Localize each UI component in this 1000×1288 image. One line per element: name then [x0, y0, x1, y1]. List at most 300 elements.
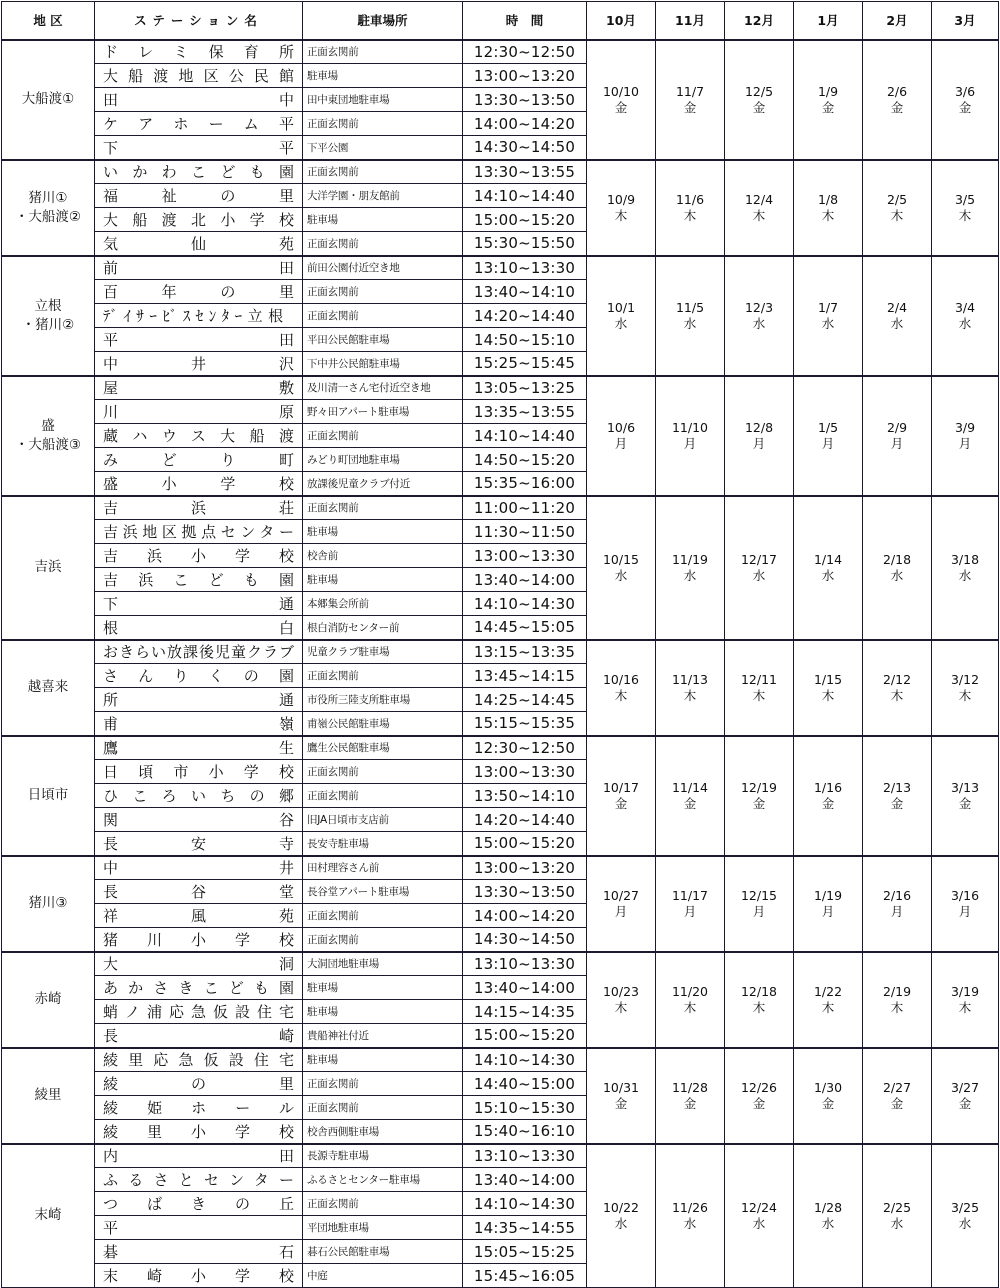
area-cell — [2, 640, 95, 736]
table-row — [2, 856, 999, 880]
station-cell — [95, 616, 303, 640]
date-value: 3/18 — [950, 551, 980, 567]
station-cell — [95, 736, 303, 760]
parking-cell: 正面玄関前 — [303, 424, 463, 448]
station-name: 綾 の 里 — [103, 1075, 294, 1093]
station-name: 蔵ハウス大船渡 — [103, 427, 294, 445]
time-cell: 14:45~15:05 — [463, 616, 587, 640]
time-cell: 14:00~14:20 — [463, 112, 587, 136]
weekday-value: 水 — [752, 567, 766, 583]
time-cell: 13:30~13:55 — [463, 160, 587, 184]
station-name: 中 井 沢 — [103, 354, 294, 373]
time-cell: 14:10~14:30 — [463, 1048, 587, 1072]
date-value: 11/17 — [671, 887, 709, 903]
station-name: おきらい放課後児童クラブ — [103, 643, 294, 662]
date-cell — [656, 376, 725, 496]
weekday-value: 木 — [752, 999, 766, 1015]
station-name: 下 通 — [103, 595, 294, 613]
table-row — [2, 1144, 999, 1168]
station-cell — [95, 784, 303, 808]
date-value: 11/7 — [675, 83, 705, 99]
station-name: 碁 石 — [103, 1243, 294, 1261]
station-cell — [95, 424, 303, 448]
station-cell — [95, 400, 303, 424]
station-cell — [95, 808, 303, 832]
date-cell — [794, 256, 863, 376]
weekday-value: 金 — [614, 1095, 628, 1111]
date-value: 11/19 — [671, 551, 709, 567]
date-cell — [863, 640, 932, 736]
date-cell — [587, 376, 656, 496]
date-value: 2/13 — [882, 779, 912, 795]
weekday-value: 金 — [890, 1095, 904, 1111]
area-cell — [2, 856, 95, 952]
date-value: 1/19 — [813, 887, 843, 903]
weekday-value: 水 — [614, 315, 628, 331]
weekday-value: 水 — [958, 315, 972, 331]
parking-cell: 正面玄関前 — [303, 496, 463, 520]
weekday-value: 金 — [614, 99, 628, 115]
weekday-value: 金 — [821, 795, 835, 811]
date-cell — [932, 952, 999, 1048]
parking-cell: 下平公園 — [303, 136, 463, 160]
weekday-value: 金 — [958, 99, 972, 115]
date-cell — [725, 40, 794, 160]
parking-cell: 正面玄関前 — [303, 1192, 463, 1216]
area-label: 吉浜 — [34, 559, 62, 575]
date-value: 12/4 — [744, 191, 774, 207]
station-name: 吉 浜 荘 — [103, 499, 294, 518]
date-value: 1/15 — [813, 671, 843, 687]
station-name: 関 谷 — [103, 811, 294, 829]
area-cell — [2, 952, 95, 1048]
station-cell — [95, 568, 303, 592]
station-cell — [95, 136, 303, 160]
time-cell: 15:40~16:10 — [463, 1120, 587, 1144]
parking-cell: 野々田アパート駐車場 — [303, 400, 463, 424]
date-cell — [656, 256, 725, 376]
station-cell — [95, 640, 303, 664]
station-name: 鷹 生 — [103, 739, 294, 758]
time-cell: 14:00~14:20 — [463, 904, 587, 928]
area-label: 越喜来 — [27, 679, 69, 695]
date-value: 1/5 — [817, 419, 839, 435]
table-row — [2, 256, 999, 280]
parking-cell: 大洋学園・朋友館前 — [303, 184, 463, 208]
date-value: 1/9 — [817, 83, 839, 99]
station-cell — [95, 760, 303, 784]
time-cell: 14:15~14:35 — [463, 1000, 587, 1024]
date-value: 12/24 — [740, 1199, 778, 1215]
parking-cell: 甫嶺公民館駐車場 — [303, 712, 463, 736]
weekday-value: 月 — [683, 435, 697, 451]
station-name: 下 平 — [103, 138, 294, 157]
weekday-value: 水 — [821, 315, 835, 331]
date-cell — [794, 160, 863, 256]
parking-cell: 長源寺駐車場 — [303, 1144, 463, 1168]
weekday-value: 月 — [890, 435, 904, 451]
weekday-value: 水 — [821, 1215, 835, 1231]
date-value: 10/9 — [606, 191, 636, 207]
date-value: 10/17 — [602, 779, 640, 795]
date-value: 10/16 — [602, 671, 640, 687]
date-cell — [932, 160, 999, 256]
area-cell — [2, 376, 95, 496]
parking-cell: 正面玄関前 — [303, 160, 463, 184]
station-cell — [95, 976, 303, 1000]
weekday-value: 月 — [890, 903, 904, 919]
date-cell — [656, 1144, 725, 1288]
date-cell — [587, 256, 656, 376]
date-value: 1/28 — [813, 1199, 843, 1215]
station-name: 内 田 — [103, 1147, 294, 1166]
weekday-value: 金 — [958, 1095, 972, 1111]
weekday-value: 月 — [958, 435, 972, 451]
date-value: 3/12 — [950, 671, 980, 687]
area-cell — [2, 496, 95, 640]
station-name: 猪川小学校 — [103, 930, 294, 949]
time-cell: 14:25~14:45 — [463, 688, 587, 712]
station-name: 長 崎 — [103, 1026, 294, 1045]
date-cell — [725, 640, 794, 736]
weekday-value: 水 — [890, 315, 904, 331]
weekday-value: 木 — [683, 687, 697, 703]
date-value: 10/27 — [602, 887, 640, 903]
station-name: 日頃市小学校 — [103, 763, 294, 781]
time-cell: 14:30~14:50 — [463, 928, 587, 952]
weekday-value: 木 — [890, 207, 904, 223]
date-cell — [725, 160, 794, 256]
date-value: 12/17 — [740, 551, 778, 567]
weekday-value: 水 — [683, 315, 697, 331]
parking-cell: 駐車場 — [303, 568, 463, 592]
header-month: 1月 — [794, 2, 863, 40]
time-cell: 11:30~11:50 — [463, 520, 587, 544]
parking-cell: 貴船神社付近 — [303, 1024, 463, 1048]
time-cell: 15:00~15:20 — [463, 208, 587, 232]
date-cell — [794, 40, 863, 160]
date-value: 1/30 — [813, 1079, 843, 1095]
weekday-value: 金 — [890, 795, 904, 811]
area-label: 日頃市 — [27, 787, 69, 803]
station-name: 中 井 — [103, 859, 294, 878]
station-name: 長 安 寺 — [103, 834, 294, 853]
weekday-value: 水 — [752, 1215, 766, 1231]
weekday-value: 水 — [958, 1215, 972, 1231]
date-cell — [863, 1048, 932, 1144]
date-value: 10/15 — [602, 551, 640, 567]
station-cell — [95, 832, 303, 856]
station-name: 綾姫ホール — [103, 1099, 294, 1117]
date-value: 11/28 — [671, 1079, 709, 1095]
area-label: ・大船渡③ — [14, 436, 82, 453]
date-value: 11/6 — [675, 191, 705, 207]
date-value: 2/18 — [882, 551, 912, 567]
station-cell — [95, 280, 303, 304]
area-label: 盛 — [41, 417, 55, 434]
weekday-value: 金 — [752, 99, 766, 115]
time-cell: 13:00~13:20 — [463, 856, 587, 880]
station-name: 吉浜地区拠点センター — [103, 523, 294, 541]
date-cell — [863, 40, 932, 160]
station-name: さんりくの園 — [103, 667, 294, 685]
schedule-body — [2, 40, 999, 1288]
date-cell — [863, 256, 932, 376]
header-month: 11月 — [656, 2, 725, 40]
weekday-value: 水 — [752, 315, 766, 331]
time-cell: 15:05~15:25 — [463, 1240, 587, 1264]
header-month: 12月 — [725, 2, 794, 40]
date-value: 2/27 — [882, 1079, 912, 1095]
date-cell — [794, 1048, 863, 1144]
weekday-value: 木 — [752, 687, 766, 703]
time-cell: 13:30~13:50 — [463, 88, 587, 112]
parking-cell: 及川清一さん宅付近空き地 — [303, 376, 463, 400]
time-cell: 12:30~12:50 — [463, 40, 587, 64]
time-cell: 13:10~13:30 — [463, 1144, 587, 1168]
parking-cell: 本郷集会所前 — [303, 592, 463, 616]
area-label: ・猪川② — [21, 316, 75, 333]
date-value: 3/9 — [954, 419, 976, 435]
station-cell — [95, 448, 303, 472]
station-cell — [95, 1192, 303, 1216]
date-cell — [656, 40, 725, 160]
date-cell — [863, 376, 932, 496]
header-month: 10月 — [587, 2, 656, 40]
station-name: 屋 敷 — [103, 379, 294, 398]
date-cell — [725, 856, 794, 952]
station-name: いかわこども園 — [103, 163, 294, 182]
date-cell — [794, 640, 863, 736]
date-value: 10/10 — [602, 83, 640, 99]
date-cell — [794, 952, 863, 1048]
area-label: 立根 — [34, 297, 62, 314]
area-label: 赤崎 — [34, 991, 62, 1007]
time-cell: 11:00~11:20 — [463, 496, 587, 520]
header-time: 時 間 — [463, 2, 587, 40]
station-name: ﾃﾞｲｻｰﾋﾞｽｾﾝﾀｰ立根 — [103, 307, 289, 325]
table-row — [2, 496, 999, 520]
weekday-value: 木 — [890, 687, 904, 703]
area-cell — [2, 1144, 95, 1288]
station-cell — [95, 1240, 303, 1264]
station-name: 盛 小 学 校 — [103, 474, 294, 493]
weekday-value: 月 — [752, 435, 766, 451]
station-name: 福 祉 の 里 — [103, 187, 294, 205]
station-cell — [95, 496, 303, 520]
date-cell — [656, 1048, 725, 1144]
date-cell — [794, 376, 863, 496]
date-value: 2/6 — [886, 83, 908, 99]
time-cell: 14:30~14:50 — [463, 136, 587, 160]
weekday-value: 水 — [614, 567, 628, 583]
weekday-value: 木 — [958, 687, 972, 703]
date-value: 3/16 — [950, 887, 980, 903]
parking-cell: 駐車場 — [303, 208, 463, 232]
time-cell: 13:40~14:00 — [463, 976, 587, 1000]
station-name: ドレミ保育所 — [103, 43, 294, 62]
date-value: 1/16 — [813, 779, 843, 795]
parking-cell: 市役所三陸支所駐車場 — [303, 688, 463, 712]
weekday-value: 月 — [683, 903, 697, 919]
date-cell — [932, 40, 999, 160]
station-cell — [95, 856, 303, 880]
parking-cell: 平田公民館駐車場 — [303, 328, 463, 352]
time-cell: 15:25~15:45 — [463, 352, 587, 376]
date-cell — [932, 1048, 999, 1144]
weekday-value: 木 — [821, 687, 835, 703]
parking-cell: 駐車場 — [303, 64, 463, 88]
date-cell — [587, 160, 656, 256]
weekday-value: 金 — [683, 1095, 697, 1111]
date-cell — [932, 1144, 999, 1288]
station-cell — [95, 688, 303, 712]
weekday-value: 水 — [614, 1215, 628, 1231]
date-cell — [725, 952, 794, 1048]
station-name: 大船渡地区公民館 — [103, 67, 294, 85]
time-cell: 13:05~13:25 — [463, 376, 587, 400]
table-row — [2, 1048, 999, 1072]
date-cell — [587, 1144, 656, 1288]
parking-cell: 長谷堂アパート駐車場 — [303, 880, 463, 904]
parking-cell: ふるさとセンター駐車場 — [303, 1168, 463, 1192]
date-cell — [863, 952, 932, 1048]
date-cell — [656, 856, 725, 952]
date-cell — [794, 736, 863, 856]
date-value: 2/19 — [882, 983, 912, 999]
date-cell — [863, 856, 932, 952]
weekday-value: 木 — [752, 207, 766, 223]
date-value: 12/5 — [744, 83, 774, 99]
date-cell — [587, 496, 656, 640]
time-cell: 15:30~15:50 — [463, 232, 587, 256]
station-cell — [95, 232, 303, 256]
parking-cell: 駐車場 — [303, 976, 463, 1000]
station-cell — [95, 544, 303, 568]
weekday-value: 木 — [821, 207, 835, 223]
table-row — [2, 376, 999, 400]
area-label: 猪川③ — [28, 895, 68, 911]
date-value: 1/8 — [817, 191, 839, 207]
date-cell — [587, 736, 656, 856]
date-cell — [656, 952, 725, 1048]
station-name: 大 洞 — [103, 955, 294, 974]
date-cell — [587, 40, 656, 160]
weekday-value: 月 — [614, 903, 628, 919]
time-cell: 14:10~14:40 — [463, 424, 587, 448]
time-cell: 15:15~15:35 — [463, 712, 587, 736]
parking-cell: 放課後児童クラブ付近 — [303, 472, 463, 496]
weekday-value: 月 — [752, 903, 766, 919]
station-cell — [95, 880, 303, 904]
parking-cell: 正面玄関前 — [303, 760, 463, 784]
date-cell — [932, 640, 999, 736]
date-value: 3/19 — [950, 983, 980, 999]
time-cell: 13:50~14:10 — [463, 784, 587, 808]
date-cell — [725, 496, 794, 640]
weekday-value: 金 — [890, 99, 904, 115]
parking-cell: 前田公園付近空き地 — [303, 256, 463, 280]
table-row — [2, 160, 999, 184]
date-cell — [794, 856, 863, 952]
weekday-value: 木 — [683, 999, 697, 1015]
weekday-value: 水 — [821, 567, 835, 583]
header-station: ステーション名 — [95, 2, 303, 40]
parking-cell: 正面玄関前 — [303, 1096, 463, 1120]
station-name: 所 通 — [103, 691, 294, 709]
time-cell: 15:10~15:30 — [463, 1096, 587, 1120]
parking-cell: 大洞団地駐車場 — [303, 952, 463, 976]
date-value: 12/8 — [744, 419, 774, 435]
date-value: 2/16 — [882, 887, 912, 903]
station-cell — [95, 472, 303, 496]
date-value: 1/7 — [817, 299, 839, 315]
date-cell — [656, 496, 725, 640]
date-value: 12/19 — [740, 779, 778, 795]
time-cell: 14:35~14:55 — [463, 1216, 587, 1240]
parking-cell: 下中井公民館駐車場 — [303, 352, 463, 376]
time-cell: 14:10~14:40 — [463, 184, 587, 208]
weekday-value: 水 — [683, 1215, 697, 1231]
weekday-value: 金 — [614, 795, 628, 811]
station-cell — [95, 160, 303, 184]
table-row — [2, 952, 999, 976]
table-row — [2, 736, 999, 760]
station-cell — [95, 928, 303, 952]
station-cell — [95, 592, 303, 616]
date-value: 12/15 — [740, 887, 778, 903]
station-cell — [95, 1024, 303, 1048]
station-name: 末崎小学校 — [103, 1267, 294, 1285]
area-label: 大船渡① — [21, 91, 75, 107]
station-name: 平 — [103, 1219, 119, 1237]
date-cell — [587, 640, 656, 736]
time-cell: 14:20~14:40 — [463, 808, 587, 832]
weekday-value: 木 — [614, 687, 628, 703]
parking-cell: 正面玄関前 — [303, 904, 463, 928]
station-cell — [95, 664, 303, 688]
weekday-value: 金 — [683, 99, 697, 115]
weekday-value: 水 — [890, 1215, 904, 1231]
area-cell — [2, 160, 95, 256]
header-row — [2, 2, 999, 40]
date-cell — [725, 376, 794, 496]
area-cell — [2, 40, 95, 160]
station-cell — [95, 952, 303, 976]
time-cell: 13:45~14:15 — [463, 664, 587, 688]
station-cell — [95, 352, 303, 376]
time-cell: 13:00~13:30 — [463, 760, 587, 784]
time-cell: 13:10~13:30 — [463, 952, 587, 976]
station-name: 綾里小学校 — [103, 1122, 294, 1141]
station-name: 吉浜こども園 — [103, 571, 294, 589]
weekday-value: 金 — [683, 795, 697, 811]
station-cell — [95, 712, 303, 736]
time-cell: 13:00~13:20 — [463, 64, 587, 88]
date-value: 3/5 — [954, 191, 976, 207]
parking-cell: 校舎西側駐車場 — [303, 1120, 463, 1144]
station-cell — [95, 184, 303, 208]
date-cell — [932, 256, 999, 376]
weekday-value: 金 — [958, 795, 972, 811]
date-value: 12/18 — [740, 983, 778, 999]
date-cell — [587, 952, 656, 1048]
time-cell: 12:30~12:50 — [463, 736, 587, 760]
date-cell — [794, 1144, 863, 1288]
station-name: 祥 風 苑 — [103, 907, 294, 925]
date-value: 2/5 — [886, 191, 908, 207]
time-cell: 13:40~14:00 — [463, 1168, 587, 1192]
